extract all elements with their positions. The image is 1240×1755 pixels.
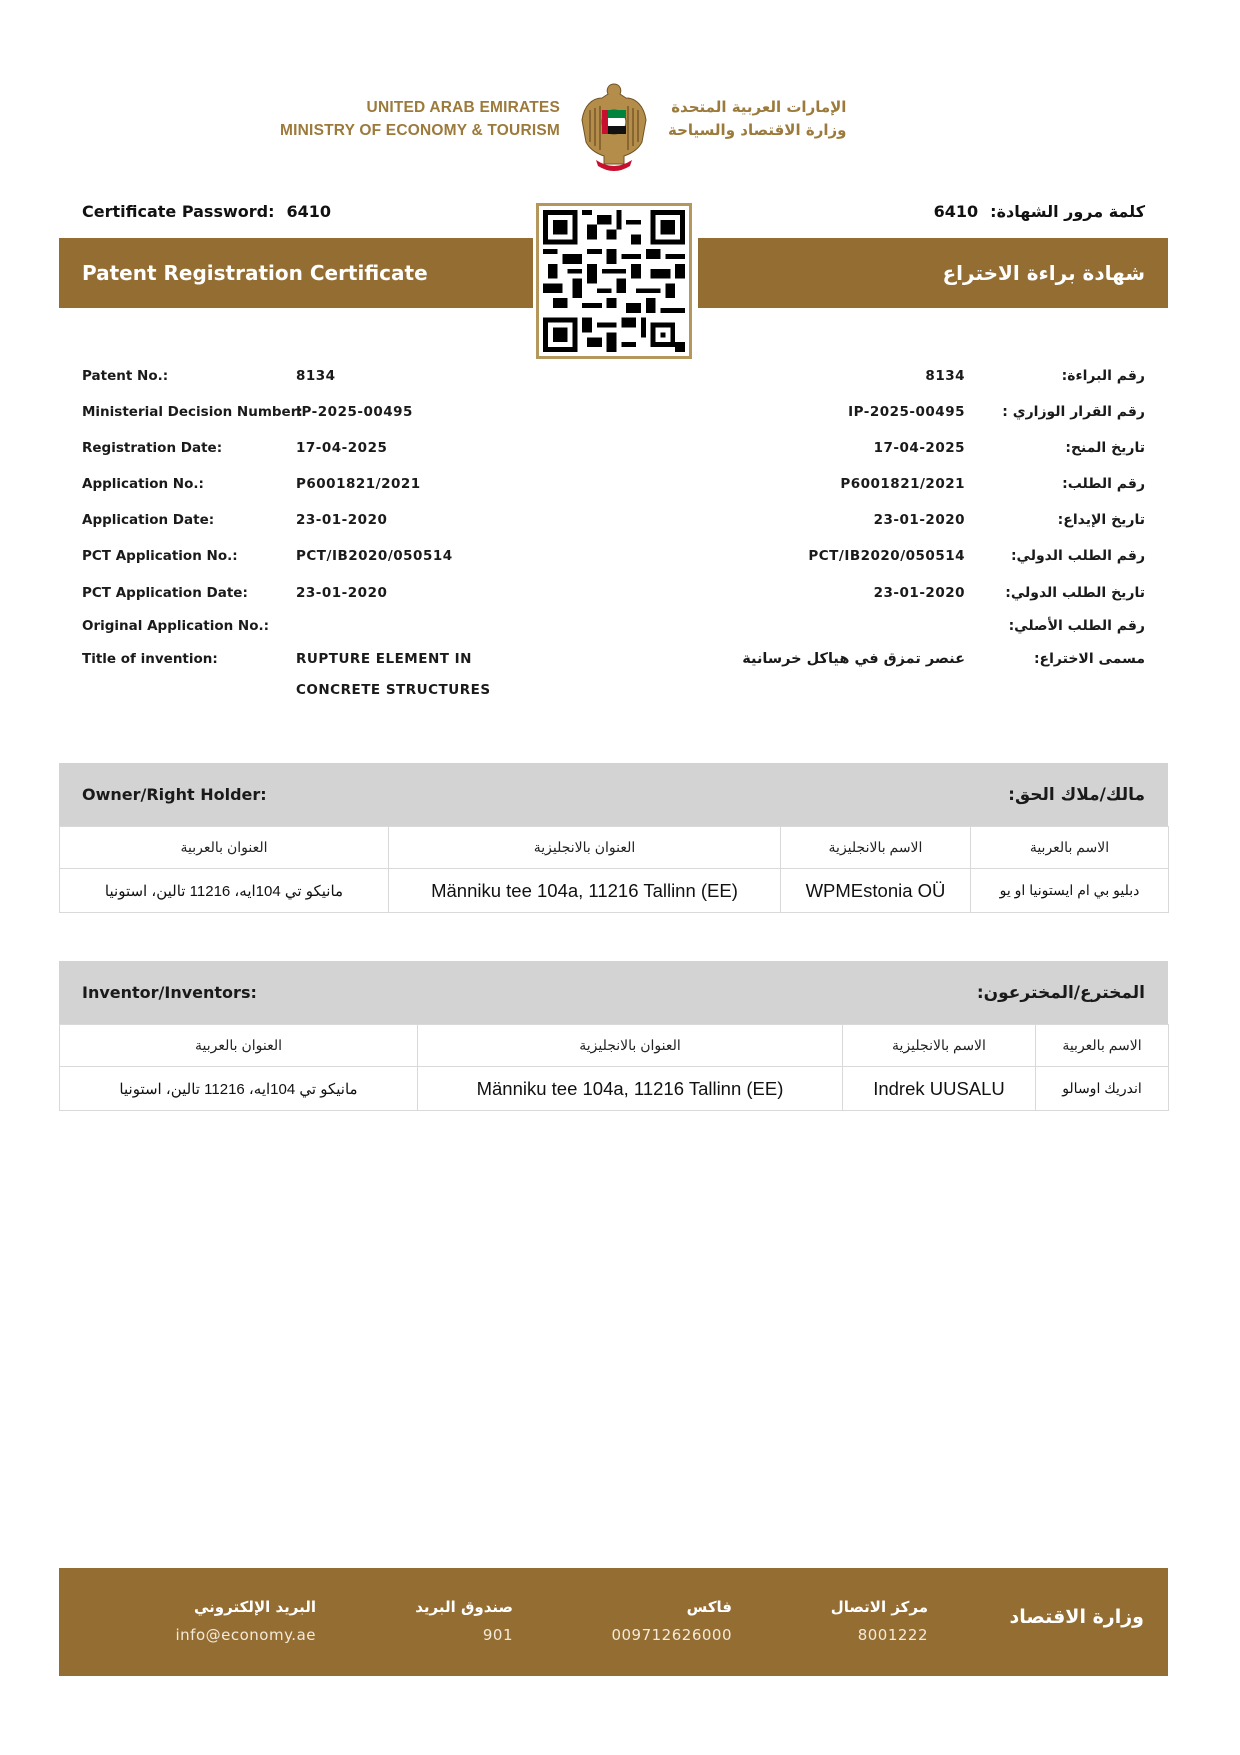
field-label-ar: تاريخ المنح:	[1065, 440, 1145, 456]
field-label-ar: رقم الطلب:	[1062, 476, 1145, 492]
field-label-ar: مسمى الاختراع:	[1033, 651, 1145, 667]
title-ar-text: شهادة براءة الاختراع	[942, 261, 1145, 285]
certificate-title-en	[59, 238, 533, 308]
email-link[interactable]: info@economy.ae	[175, 1626, 316, 1644]
ministry-name-ar-line: وزارة الاقتصاد والسياحة	[668, 121, 847, 139]
field-row-pct-application-date	[0, 585, 1240, 609]
field-row-title-of-invention	[0, 651, 1240, 698]
certificate-password-ar	[934, 202, 1145, 221]
field-row-pct-application-no	[0, 548, 1240, 572]
field-row-registration-date	[0, 440, 1240, 464]
column-header-address-en: العنوان بالانجليزية	[418, 1025, 843, 1067]
po-box-label: صندوق البريد	[415, 1598, 513, 1616]
password-value-en: 6410	[286, 202, 332, 221]
field-value-ar: 17-04-2025	[873, 440, 965, 456]
fax-number: 009712626000	[611, 1626, 732, 1644]
inventors-title-ar: المخترع/المخترعون:	[976, 982, 1145, 1003]
field-row-application-no	[0, 476, 1240, 500]
field-value-en: P6001821/2021	[296, 476, 421, 492]
password-label-en: Certificate Password:	[82, 202, 275, 221]
field-label-en: Application Date:	[82, 512, 215, 528]
field-value-ar: P6001821/2021	[840, 476, 965, 492]
ministry-name-en	[280, 96, 560, 142]
field-value-en: 17-04-2025	[296, 440, 388, 456]
inventors-title-en: Inventor/Inventors:	[82, 983, 257, 1002]
email-label: البريد الإلكتروني	[194, 1598, 316, 1616]
footer-email	[175, 1598, 316, 1644]
qr-code-icon	[536, 203, 692, 359]
fax-label: فاكس	[686, 1598, 732, 1616]
table-row	[60, 1067, 1169, 1111]
field-label-en: Patent No.:	[82, 368, 169, 384]
owner-address-ar: مانيكو تي 104ايه، 11216 تالين، استونيا	[60, 869, 389, 913]
owner-table	[59, 826, 1169, 913]
field-value-ar: 23-01-2020	[873, 512, 965, 528]
field-label-en: Application No.:	[82, 476, 204, 492]
password-value-ar: 6410	[933, 202, 979, 221]
owner-title-en: Owner/Right Holder:	[82, 785, 267, 804]
inventor-address-en: Männiku tee 104a, 11216 Tallinn (EE)	[418, 1067, 843, 1111]
country-name-en: UNITED ARAB EMIRATES	[366, 99, 560, 116]
field-value-en: 23-01-2020	[296, 585, 388, 601]
field-value-en: IP-2025-00495	[296, 404, 413, 420]
masthead	[0, 78, 1240, 178]
invention-title-en: RUPTURE ELEMENT IN CONCRETE STRUCTURES	[296, 651, 491, 698]
field-value-en: PCT/IB2020/050514	[296, 548, 453, 564]
footer-fax	[611, 1598, 732, 1644]
field-value-ar: IP-2025-00495	[848, 404, 965, 420]
field-value-ar: PCT/IB2020/050514	[808, 548, 965, 564]
field-label-en: PCT Application No.:	[82, 548, 238, 564]
field-value-en: 8134	[296, 368, 336, 384]
owner-table-header-row	[60, 827, 1169, 869]
invention-title-ar: عنصر تمزق في هياكل خرسانية	[742, 651, 965, 667]
column-header-name-ar: الاسم بالعربية	[971, 827, 1169, 869]
call-center-label: مركز الاتصال	[830, 1598, 928, 1616]
column-header-name-en: الاسم بالانجليزية	[843, 1025, 1036, 1067]
field-label-en: PCT Application Date:	[82, 585, 248, 601]
owner-section-header	[59, 763, 1168, 826]
field-label-en: Registration Date:	[82, 440, 223, 456]
field-row-patent-no	[0, 368, 1240, 392]
title-en-text: Patent Registration Certificate	[82, 261, 428, 285]
ministry-name-ar	[668, 96, 846, 142]
owner-name-en: WPMEstonia OÜ	[781, 869, 971, 913]
inventors-section	[59, 961, 1168, 1111]
field-label-en: Ministerial Decision Number:	[82, 404, 303, 420]
owner-title-ar: مالك/ملاك الحق:	[1008, 784, 1145, 805]
inventor-name-en: Indrek UUSALU	[843, 1067, 1036, 1111]
footer-contact-bar	[59, 1568, 1168, 1676]
inventor-name-ar: اندريك اوسالو	[1036, 1067, 1169, 1111]
field-row-original-application-no	[0, 618, 1240, 642]
field-row-ministerial-decision	[0, 404, 1240, 428]
field-row-application-date	[0, 512, 1240, 536]
field-label-en: Title of invention:	[82, 651, 218, 667]
footer-po-box	[415, 1598, 513, 1644]
column-header-address-en: العنوان بالانجليزية	[389, 827, 781, 869]
column-header-address-ar: العنوان بالعربية	[60, 1025, 418, 1067]
owner-section	[59, 763, 1168, 913]
country-name-ar: الإمارات العربية المتحدة	[671, 98, 847, 116]
field-label-ar: تاريخ الإيداع:	[1057, 512, 1145, 528]
field-value-en: 23-01-2020	[296, 512, 388, 528]
table-row	[60, 869, 1169, 913]
certificate-title-ar	[698, 238, 1168, 308]
password-label-ar: كلمة مرور الشهادة:	[990, 202, 1145, 221]
inventors-table	[59, 1024, 1169, 1111]
uae-eagle-emblem-icon	[578, 80, 650, 172]
ministry-name-en-line: MINISTRY OF ECONOMY & TOURISM	[280, 122, 560, 139]
certificate-password-en	[82, 202, 331, 221]
call-center-number: 8001222	[857, 1626, 928, 1644]
field-label-ar: رقم القرار الوزاري :	[1002, 404, 1145, 420]
inventor-address-ar: مانيكو تي 104ايه، 11216 تالين، استونيا	[60, 1067, 418, 1111]
column-header-name-ar: الاسم بالعربية	[1036, 1025, 1169, 1067]
field-label-ar: رقم الطلب الأصلي:	[1008, 618, 1145, 634]
inventors-section-header	[59, 961, 1168, 1024]
po-box-number: 901	[482, 1626, 513, 1644]
field-value-ar: 23-01-2020	[873, 585, 965, 601]
field-label-ar: رقم الطلب الدولي:	[1010, 548, 1145, 564]
field-label-ar: تاريخ الطلب الدولي:	[1005, 585, 1145, 601]
column-header-name-en: الاسم بالانجليزية	[781, 827, 971, 869]
owner-name-ar: دبليو بي ام ايستونيا او يو	[971, 869, 1169, 913]
field-label-ar: رقم البراءة:	[1061, 368, 1145, 384]
footer-call-center	[831, 1598, 928, 1644]
owner-address-en: Männiku tee 104a, 11216 Tallinn (EE)	[389, 869, 781, 913]
field-label-en: Original Application No.:	[82, 618, 270, 634]
column-header-address-ar: العنوان بالعربية	[60, 827, 389, 869]
field-value-ar: 8134	[925, 368, 965, 384]
footer-ministry-name: وزارة الاقتصاد	[1009, 1606, 1144, 1628]
inventors-table-header-row	[60, 1025, 1169, 1067]
